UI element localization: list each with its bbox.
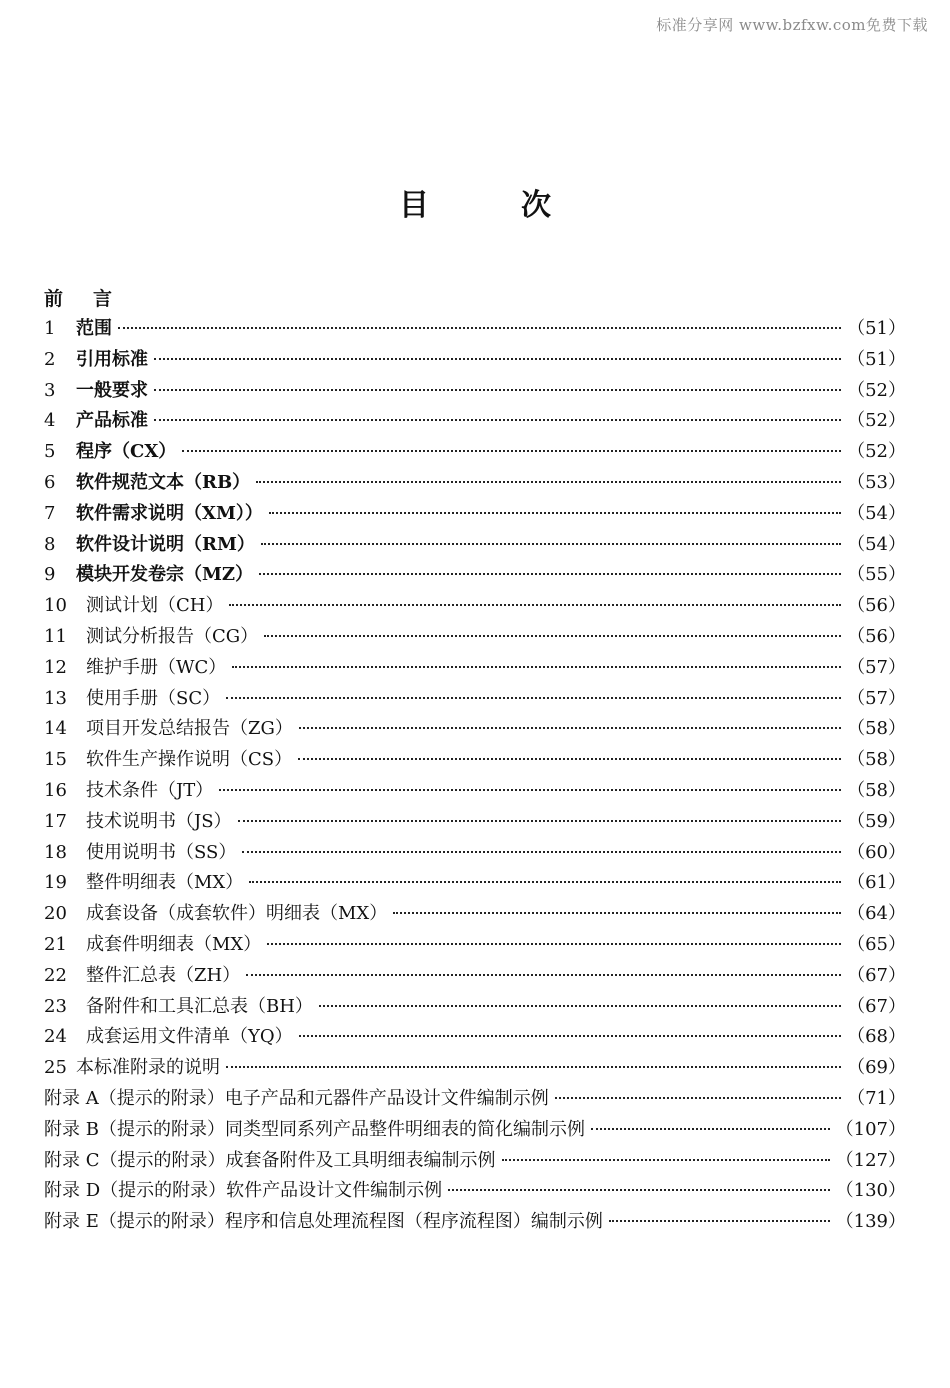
annex-page: （139）: [835, 1211, 906, 1233]
annex-title: 附录 B（提示的附录）同类型同系列产品整件明细表的简化编制示例: [44, 1118, 585, 1140]
title-char-left: 目: [399, 188, 429, 223]
entry-page: （54）: [847, 502, 906, 524]
toc-annex-entry[interactable]: [44, 1084, 906, 1115]
leader-dots: [226, 695, 841, 699]
entry-number: 12: [44, 656, 67, 678]
toc-entry[interactable]: [44, 406, 906, 437]
leader-dots: [261, 541, 841, 545]
toc-entry[interactable]: [44, 776, 906, 807]
toc-annex-entry[interactable]: [44, 1146, 906, 1177]
entry-title: 本标准附录的说明: [76, 1057, 220, 1079]
leader-dots: [229, 602, 841, 606]
entry-title: 使用手册（SC）: [86, 687, 221, 709]
entry-number: 15: [44, 749, 67, 771]
entry-page: （52）: [847, 441, 906, 463]
toc-entry[interactable]: [44, 930, 906, 961]
toc-entry[interactable]: [44, 992, 906, 1023]
entry-title: 成套设备（成套软件）明细表（MX）: [86, 903, 388, 925]
entry-page: （61）: [847, 872, 906, 894]
entry-number: 3: [44, 379, 56, 401]
watermark-text: 标准分享网 www.bzfxw.com免费下载: [656, 16, 928, 34]
leader-dots: [319, 1003, 841, 1007]
entry-number: 6: [44, 471, 56, 493]
entry-title: 软件生产操作说明（CS）: [86, 749, 293, 771]
leader-dots: [246, 972, 841, 976]
entry-number: 4: [44, 410, 56, 432]
entry-page: （53）: [847, 471, 906, 493]
entry-page: （52）: [847, 379, 906, 401]
entry-number: 5: [44, 441, 56, 463]
toc-entry[interactable]: [44, 530, 906, 561]
toc-entry[interactable]: [44, 1053, 906, 1084]
entry-page: （69）: [847, 1057, 906, 1079]
annex-page: （107）: [835, 1118, 906, 1140]
leader-dots: [226, 1064, 841, 1068]
toc-entry[interactable]: [44, 868, 906, 899]
leader-dots: [609, 1218, 830, 1222]
entry-page: （55）: [847, 564, 906, 586]
leader-dots: [182, 448, 841, 452]
annex-page: （127）: [835, 1149, 906, 1171]
entry-number: 11: [44, 625, 67, 647]
toc-entry[interactable]: [44, 591, 906, 622]
entry-title: 整件明细表（MX）: [86, 872, 244, 894]
entry-title: 范围: [76, 318, 112, 339]
annex-page: （130）: [835, 1180, 906, 1202]
entry-page: （58）: [847, 779, 906, 801]
leader-dots: [118, 325, 841, 329]
entry-number: 23: [44, 995, 67, 1017]
entry-title: 测试计划（CH）: [86, 595, 224, 617]
leader-dots: [232, 664, 841, 668]
entry-number: 13: [44, 687, 67, 709]
leader-dots: [502, 1157, 830, 1161]
annex-title: 附录 A（提示的附录）电子产品和元器件产品设计文件编制示例: [44, 1087, 549, 1109]
entry-page: （57）: [847, 687, 906, 709]
toc-annex-entry[interactable]: [44, 1207, 906, 1238]
entry-number: 14: [44, 718, 67, 740]
entry-page: （58）: [847, 749, 906, 771]
leader-dots: [269, 510, 841, 514]
entry-title: 软件规范文本（RB）: [76, 471, 251, 493]
leader-dots: [242, 849, 841, 853]
entry-page: （68）: [847, 1026, 906, 1048]
entry-page: （67）: [847, 964, 906, 986]
entry-title: 测试分析报告（CG）: [86, 625, 259, 647]
toc-entry[interactable]: [44, 807, 906, 838]
entry-number: 17: [44, 810, 67, 832]
preface-char-left: 前: [44, 288, 64, 310]
leader-dots: [448, 1187, 829, 1191]
title-char-right: 次: [521, 188, 551, 223]
page-title: [0, 180, 950, 224]
entry-number: 8: [44, 533, 56, 555]
leader-dots: [393, 910, 841, 914]
entry-number: 20: [44, 903, 67, 925]
toc-entry[interactable]: [44, 714, 906, 745]
toc-entry[interactable]: [44, 437, 906, 468]
entry-page: （60）: [847, 841, 906, 863]
entry-title: 维护手册（WC）: [86, 656, 227, 678]
toc-entry[interactable]: [44, 838, 906, 869]
entry-number: 19: [44, 872, 67, 894]
toc-entry[interactable]: [44, 899, 906, 930]
entry-number: 2: [44, 348, 56, 370]
entry-title: 程序（CX）: [76, 441, 177, 463]
entry-title: 技术条件（JT）: [86, 779, 214, 801]
preface-char-right: 言: [93, 288, 113, 310]
leader-dots: [299, 725, 841, 729]
leader-dots: [154, 356, 841, 360]
annex-page: （71）: [847, 1087, 906, 1109]
leader-dots: [259, 571, 841, 575]
toc-annex-entry[interactable]: [44, 1115, 906, 1146]
toc-entry[interactable]: [44, 745, 906, 776]
leader-dots: [219, 787, 841, 791]
toc-entry[interactable]: [44, 684, 906, 715]
toc-entry[interactable]: [44, 314, 906, 345]
entry-number: 24: [44, 1026, 67, 1048]
leader-dots: [154, 387, 841, 391]
toc-entry[interactable]: [44, 560, 906, 591]
entry-page: （64）: [847, 903, 906, 925]
leader-dots: [267, 941, 841, 945]
entry-number: 21: [44, 933, 67, 955]
entry-number: 18: [44, 841, 67, 863]
entry-title: 备附件和工具汇总表（BH）: [86, 995, 313, 1017]
entry-title: 产品标准: [76, 410, 148, 432]
entry-page: （67）: [847, 995, 906, 1017]
toc-annex-entry[interactable]: [44, 1176, 906, 1207]
toc-preface[interactable]: [44, 284, 906, 314]
entry-title: 一般要求: [76, 379, 148, 401]
annex-title: 附录 D（提示的附录）软件产品设计文件编制示例: [44, 1180, 443, 1202]
entry-page: （59）: [847, 810, 906, 832]
annex-title: 附录 C（提示的附录）成套备附件及工具明细表编制示例: [44, 1149, 496, 1171]
toc-entry[interactable]: [44, 622, 906, 653]
entry-title: 模块开发卷宗（MZ）: [76, 564, 254, 586]
entry-title: 技术说明书（JS）: [86, 810, 232, 832]
entry-number: 9: [44, 564, 56, 586]
leader-dots: [256, 479, 841, 483]
entry-page: （51）: [847, 348, 906, 370]
leader-dots: [238, 818, 842, 822]
entry-page: （56）: [847, 595, 906, 617]
leader-dots: [154, 417, 841, 421]
toc-entry[interactable]: [44, 376, 906, 407]
toc-entry[interactable]: [44, 345, 906, 376]
entry-title: 整件汇总表（ZH）: [86, 964, 241, 986]
annex-title: 附录 E（提示的附录）程序和信息处理流程图（程序流程图）编制示例: [44, 1211, 603, 1233]
entry-title: 成套件明细表（MX）: [86, 933, 262, 955]
table-of-contents: [44, 284, 906, 1238]
leader-dots: [555, 1095, 841, 1099]
toc-entry[interactable]: [44, 961, 906, 992]
entry-page: （52）: [847, 410, 906, 432]
entry-page: （58）: [847, 718, 906, 740]
entry-number: 1: [44, 318, 56, 339]
toc-entry[interactable]: [44, 1022, 906, 1053]
toc-entry[interactable]: [44, 653, 906, 684]
entry-title: 引用标准: [76, 348, 148, 370]
entry-page: （65）: [847, 933, 906, 955]
leader-dots: [264, 633, 841, 637]
entry-page: （57）: [847, 656, 906, 678]
entry-page: （56）: [847, 625, 906, 647]
leader-dots: [591, 1126, 830, 1130]
entry-number: 25: [44, 1057, 67, 1079]
toc-entry[interactable]: [44, 499, 906, 530]
entry-title: 使用说明书（SS）: [86, 841, 237, 863]
entry-number: 10: [44, 595, 67, 617]
leader-dots: [249, 879, 841, 883]
leader-dots: [298, 756, 841, 760]
entry-title: 成套运用文件清单（YQ）: [86, 1026, 293, 1048]
entry-number: 22: [44, 964, 67, 986]
entry-number: 16: [44, 779, 67, 801]
leader-dots: [299, 1033, 841, 1037]
entry-title: 软件设计说明（RM）: [76, 533, 255, 555]
entry-page: （54）: [847, 533, 906, 555]
entry-title: 软件需求说明（XM））: [76, 502, 263, 524]
entry-title: 项目开发总结报告（ZG）: [86, 718, 293, 740]
toc-entry[interactable]: [44, 468, 906, 499]
entry-page: （51）: [847, 318, 906, 339]
entry-number: 7: [44, 502, 56, 524]
